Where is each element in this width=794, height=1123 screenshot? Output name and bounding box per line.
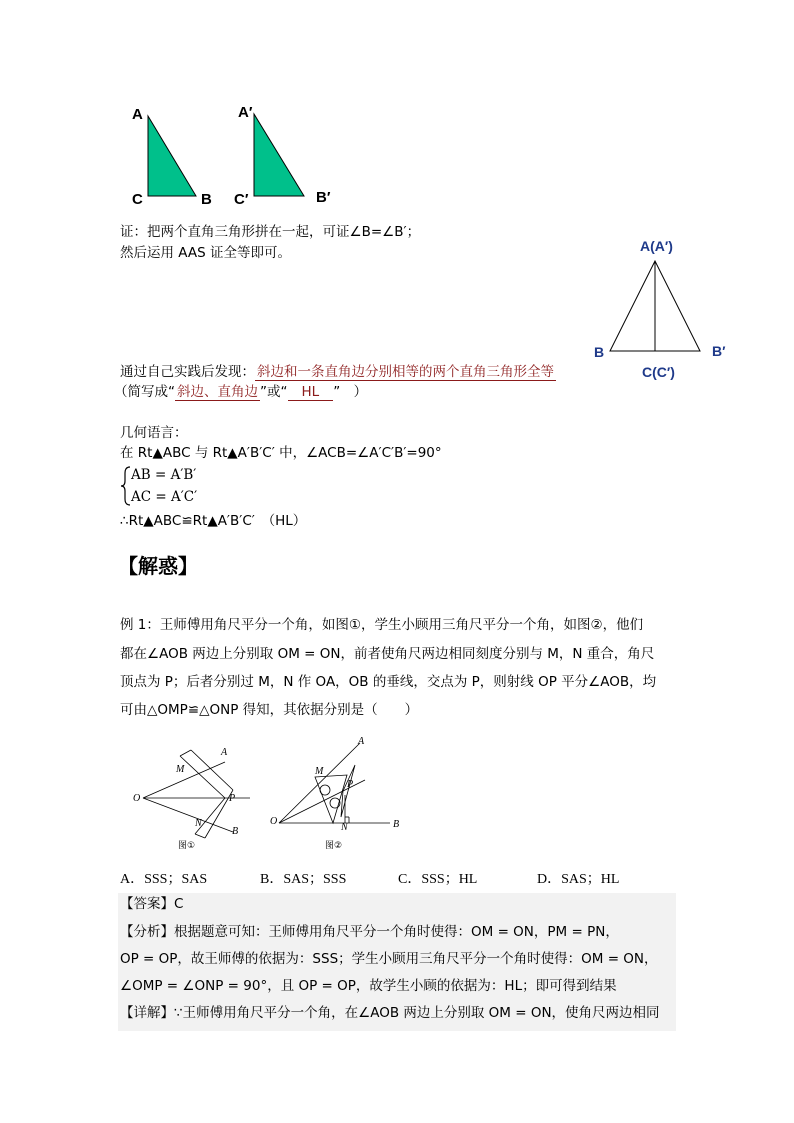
label-top-aa: A(A′) — [640, 238, 673, 254]
fig2-label-b: B — [393, 819, 400, 830]
short-suffix: ” ） — [333, 384, 368, 400]
geometry-title: 几何语言： — [120, 425, 188, 441]
equation-1: AB = A′B′ — [131, 467, 197, 483]
square-outer-top — [180, 756, 225, 798]
fig1-label-b: B — [232, 826, 239, 837]
fig2-label-o: O — [270, 816, 278, 827]
label-a-prime: A′ — [238, 104, 253, 121]
fig1-label-n: N — [195, 818, 202, 829]
label-left-b: B — [594, 344, 605, 360]
short-blank-1: 斜边、直角边 — [177, 384, 258, 400]
short-blank-2: HL — [288, 384, 334, 401]
fig2-label-a: A — [358, 736, 365, 747]
fig1-label-a: A — [221, 747, 228, 758]
example-line-4: 可由△OMP≌△ONP 得知，其依据分别是（ ） — [120, 702, 419, 718]
geometry-conclusion: ∴Rt▲ABC≌Rt▲A′B′C′ （HL） — [120, 513, 307, 529]
analysis-line-3: ∠OMP = ∠ONP = 90°，且 OP = OP，故学生小顾的依据为：HL；即可得到结果 — [120, 978, 617, 994]
label-a: A — [132, 106, 143, 123]
fig2-label-n: N — [341, 822, 348, 833]
discovery-line — [120, 362, 556, 382]
label-c-prime: C′ — [234, 191, 249, 208]
option-c: C．SSS；HL — [398, 872, 478, 887]
example-line-1: 例 1：王师傅用角尺平分一个角，如图①，学生小顾用三角尺平分一个角，如图②，他们 — [120, 617, 644, 633]
section-heading: 【解惑】 — [118, 554, 198, 578]
figure-2 — [265, 735, 405, 855]
triangle-abc-shape — [148, 116, 196, 196]
short-form-line — [114, 382, 367, 402]
fig1-label-o: O — [133, 793, 141, 804]
set-square-2 — [341, 765, 355, 817]
label-bottom-cc: C(C′) — [642, 364, 675, 380]
example-line-3: 顶点为 P；后者分别过 M，N 作 OA，OB 的垂线，交点为 P，则射线 OP 平分∠AOB，均 — [120, 674, 657, 690]
answer-line: 【答案】C — [120, 896, 184, 912]
proof-line-2: 然后运用 AAS 证全等即可。 — [120, 245, 291, 261]
fig2-label-p: P — [347, 779, 354, 790]
option-a: A．SSS；SAS — [120, 872, 208, 887]
triangle-a1b1c1-shape — [254, 114, 304, 196]
discovery-prefix: 通过自己实践后发现： — [120, 364, 255, 380]
ray-ob — [143, 798, 233, 832]
option-b: B．SAS；SSS — [260, 872, 347, 887]
fig2-caption: 图② — [325, 841, 343, 851]
label-b-prime: B′ — [316, 189, 331, 206]
fig1-label-p: P — [229, 793, 236, 804]
set-square-hole-1 — [320, 785, 330, 795]
equation-2: AC = A′C′ — [131, 489, 198, 505]
example-line-2: 都在∠AOB 两边上分别取 OM = ON，前者使角尺两边相同刻度分别与 M，N 重合，角尺 — [120, 646, 655, 662]
analysis-line-2: OP = OP，故王师傅的依据为：SSS；学生小顾用三角尺平分一个角时使得：OM = ON， — [120, 951, 658, 967]
fig1-label-m: M — [176, 764, 185, 775]
label-right-b-prime: B′ — [712, 343, 726, 359]
label-c: C — [132, 191, 143, 208]
short-mid: ”或“ — [260, 384, 288, 400]
fig1-caption: 图① — [178, 841, 196, 851]
geometry-line-1: 在 Rt▲ABC 与 Rt▲A′B′C′ 中，∠ACB=∠A′C′B′=90° — [120, 445, 442, 461]
option-d: D．SAS；HL — [537, 872, 620, 887]
combined-triangle — [600, 255, 710, 360]
proof-line-1: 证：把两个直角三角形拼在一起，可证∠B=∠B′； — [120, 224, 421, 240]
short-prefix: （简写成“ — [114, 384, 175, 400]
discovery-blank: 斜边和一条直角边分别相等的两个直角三角形全等 — [257, 364, 554, 380]
analysis-line-1: 【分析】根据题意可知：王师傅用角尺平分一个角时使得：OM = ON，PM = PN， — [120, 924, 619, 940]
fig2-label-m: M — [315, 766, 324, 777]
detail-line-1: 【详解】∵王师傅用角尺平分一个角，在∠AOB 两边上分别取 OM = ON，使角尺两边相同 — [120, 1005, 660, 1021]
label-b: B — [201, 191, 212, 208]
